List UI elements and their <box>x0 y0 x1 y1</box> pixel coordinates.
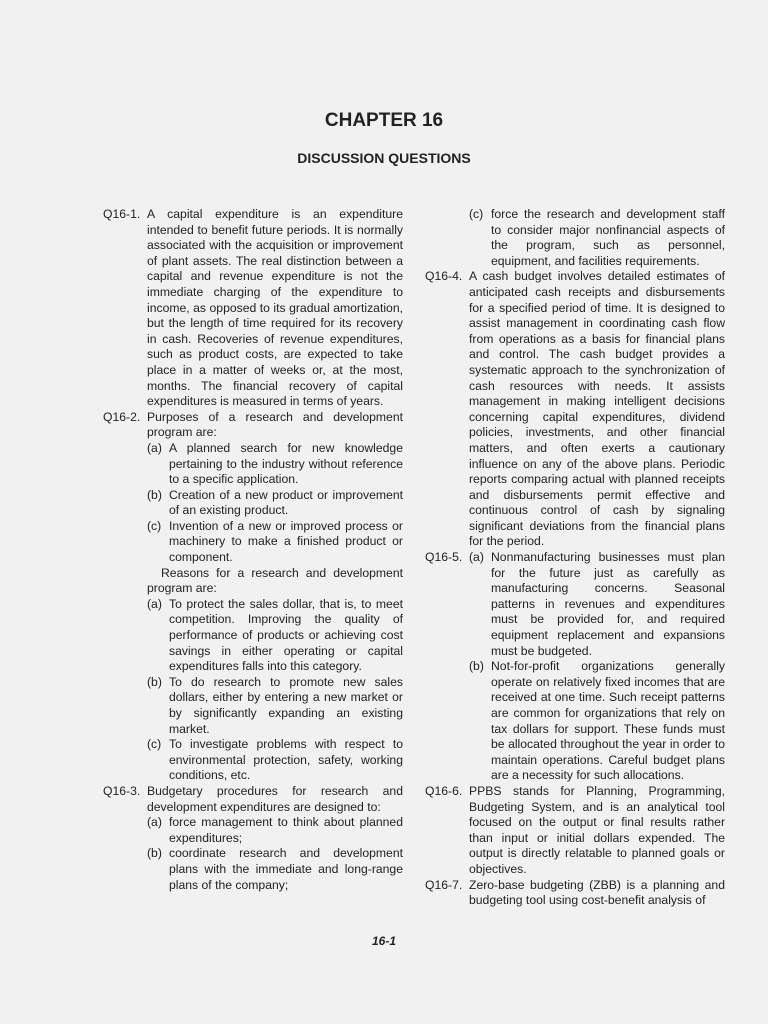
list-item <box>147 675 403 737</box>
list-item <box>147 815 403 846</box>
reasons-intro: Reasons for a research and development program are: <box>147 565 403 596</box>
question-text: PPBS stands for Planning, Programming, Budgeting System, and is an analytical tool focused on the output or final results rather than input or initial dollars expended. The output is directly relatable to planned goals or objectives. <box>469 783 725 876</box>
question-q16-4 <box>425 269 725 550</box>
list-item <box>147 519 403 566</box>
question-number: Q16-7. <box>425 877 463 892</box>
item-label: (a) <box>147 815 162 830</box>
item-label: (a) <box>469 550 484 565</box>
question-text: A capital expenditure is an expenditure intended to benefit future periods. It is normally associated with the acquisition or improvement of plant assets. The real distinction between a capital and revenue expenditure is not the immediate charging of the expenditure to income, as opposed to its gradual amortization, but the length of time required for its recovery in cash. Recoveries of revenue expenditures, such as product costs, are expected to take place in a matter of weeks or, at the most, months. The financial recovery of capital expenditures is measured in terms of years. <box>147 207 403 409</box>
item-label: (c) <box>147 737 162 752</box>
item-label: (b) <box>147 846 162 861</box>
item-text: Nonmanufacturing businesses must plan for the future just as carefully as manufacturing concerns. Seasonal patterns in revenues and expenditures must be provided for, and required equipment replacement and expansions must be budgeted. <box>491 550 725 658</box>
item-text: To do research to promote new sales dollars, either by entering a new market or by significantly expanding an existing market. <box>169 674 403 736</box>
question-intro: Budgetary procedures for research and development expenditures are designed to: <box>147 783 403 814</box>
item-label: (b) <box>147 487 162 502</box>
q16-3-list <box>103 815 403 893</box>
list-item <box>147 846 403 893</box>
question-q16-7 <box>425 878 725 909</box>
item-label: (a) <box>147 440 162 455</box>
item-label: (c) <box>147 518 162 533</box>
item-label: (b) <box>469 659 484 674</box>
item-text: Not-for-profit organizations generally operate on relatively fixed incomes that are received at one time. Such receipt patterns are common for organizations that rely on tax dollars for support. These funds must be allocated throughout the year in order to maintain operations. Careful budget plans are a necessity for such allocations. <box>491 659 725 783</box>
item-text: Invention of a new or improved process or machinery to make a finished product or component. <box>169 518 403 565</box>
item-text: To protect the sales dollar, that is, to meet competition. Improving the quality of performance of products or achieving cost savings in either operating or capital expenditures falls into this category. <box>169 596 403 674</box>
question-intro: Purposes of a research and development program are: <box>147 409 403 440</box>
section-title: DISCUSSION QUESTIONS <box>297 150 471 166</box>
question-q16-1 <box>103 207 403 410</box>
list-item <box>469 207 725 269</box>
question-number: Q16-1. <box>103 207 141 221</box>
item-label: (c) <box>469 207 484 221</box>
list-item <box>469 659 725 784</box>
item-text: force management to think about planned expenditures; <box>169 815 403 845</box>
question-number: Q16-3. <box>103 783 141 798</box>
question-q16-3 <box>103 784 403 815</box>
item-text: Creation of a new product or improvement of an existing product. <box>169 487 403 518</box>
list-item <box>147 488 403 519</box>
page-number: 16-1 <box>371 934 397 948</box>
question-number: Q16-2. <box>103 409 141 424</box>
item-text: A planned search for new knowledge pertaining to the industry without reference to a specific application. <box>169 440 403 487</box>
list-item <box>469 550 725 659</box>
question-number: Q16-5. <box>425 550 463 565</box>
list-item <box>147 441 403 488</box>
question-q16-6 <box>425 784 725 878</box>
list-item <box>147 597 403 675</box>
right-column <box>425 207 725 909</box>
item-label: (b) <box>147 674 162 689</box>
q16-3-continued <box>425 207 725 269</box>
question-number: Q16-4. <box>425 269 463 284</box>
question-text: Zero-base budgeting (ZBB) is a planning and budgeting tool using cost-benefit analysis of <box>469 877 725 908</box>
question-q16-2 <box>103 410 403 597</box>
reasons-list <box>103 597 403 784</box>
item-text: coordinate research and development plans with the immediate and long-range plans of the company; <box>169 846 403 892</box>
question-text: A cash budget involves detailed estimates of anticipated cash receipts and disbursements for a specified period of time. It is designed to assist management in coordinating cash flow from operations as a basis for financial plans and control. The cash budget provides a systematic approach to the synchronization of cash resources with needs. It assists management in making intelligent decisions concerning capital expenditures, dividend policies, investments, and other financial matters, and often exerts a cautionary influence on any of the above plans. Periodic reports comparing actual with planned receipts and disbursements permit effective and continuous control of cash by signaling significant deviations from the financial plans for the period. <box>469 269 725 549</box>
chapter-title: CHAPTER 16 <box>324 110 444 131</box>
item-label: (a) <box>147 596 162 611</box>
question-number: Q16-6. <box>425 783 463 798</box>
list-item <box>147 737 403 784</box>
left-column <box>103 207 403 893</box>
item-text: force the research and development staff to consider major nonfinancial aspects of the program, such as personnel, equipment, and facilities requirements. <box>491 207 725 268</box>
item-text: To investigate problems with respect to environmental protection, safety, working conditions, etc. <box>169 737 403 783</box>
question-q16-5 <box>425 550 725 784</box>
